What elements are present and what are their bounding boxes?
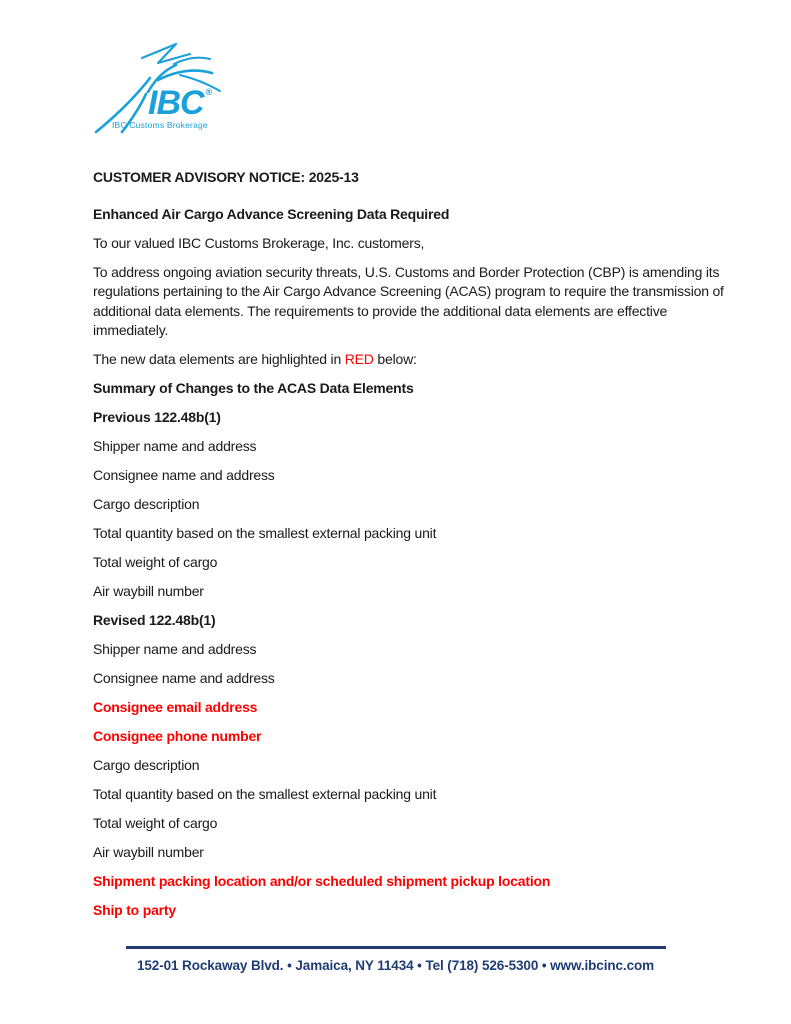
data-element-item: Consignee name and address — [93, 670, 275, 686]
data-element-item: Cargo description — [93, 496, 200, 512]
revised-items-list — [93, 640, 725, 921]
data-element-item: Total weight of cargo — [93, 815, 218, 831]
data-element-item: Total quantity based on the smallest external packing unit — [93, 525, 437, 541]
data-element-item: Shipper name and address — [93, 438, 257, 454]
footer-address: 152-01 Rockaway Blvd. • Jamaica, NY 11434 • Tel (718) 526-5300 • www.ibcinc.com — [136, 958, 655, 973]
summary-heading: Summary of Changes to the ACAS Data Elements — [93, 380, 414, 396]
page-footer — [0, 946, 791, 973]
notice-subtitle: Enhanced Air Cargo Advance Screening Data Required — [93, 205, 450, 222]
highlight-note-before: The new data elements are highlighted in — [93, 351, 345, 367]
data-element-item: Air waybill number — [93, 844, 204, 860]
logo-brand-text — [148, 84, 212, 122]
data-element-item: Total quantity based on the smallest external packing unit — [93, 786, 437, 802]
data-element-item: Shipment packing location and/or scheduled shipment pickup location — [93, 873, 551, 889]
previous-items-list — [93, 437, 725, 602]
salutation: To our valued IBC Customs Brokerage, Inc. customers, — [93, 234, 425, 251]
data-element-item: Ship to party — [93, 902, 176, 918]
registered-mark: ® — [205, 87, 212, 97]
data-element-item: Shipper name and address — [93, 641, 257, 657]
footer-divider — [126, 946, 666, 949]
data-element-item: Cargo description — [93, 757, 200, 773]
highlight-note-red-word: RED — [344, 351, 374, 367]
notice-title: CUSTOMER ADVISORY NOTICE: 2025-13 — [93, 169, 359, 185]
logo-brand: IBC — [148, 84, 204, 122]
logo-tagline: IBC Customs Brokerage — [112, 120, 208, 130]
revised-heading: Revised 122.48b(1) — [93, 612, 216, 628]
data-element-item: Consignee email address — [93, 699, 258, 715]
highlight-note — [93, 350, 725, 370]
highlight-note-after: below: — [373, 351, 417, 367]
data-element-item: Total weight of cargo — [93, 554, 218, 570]
notice-body — [93, 168, 725, 930]
previous-heading: Previous 122.48b(1) — [93, 409, 221, 425]
data-element-item: Consignee name and address — [93, 467, 275, 483]
ibc-logo — [90, 36, 250, 134]
intro-paragraph: To address ongoing aviation security threats, U.S. Customs and Border Protection (CBP) is amending its regulations pertaining to the Air Cargo Advance Screening (ACAS) program to require the transmission of additional data elements. The requirements to provide the additional data elements are effective immediately. — [93, 263, 724, 338]
data-element-item: Consignee phone number — [93, 728, 262, 744]
data-element-item: Air waybill number — [93, 583, 204, 599]
